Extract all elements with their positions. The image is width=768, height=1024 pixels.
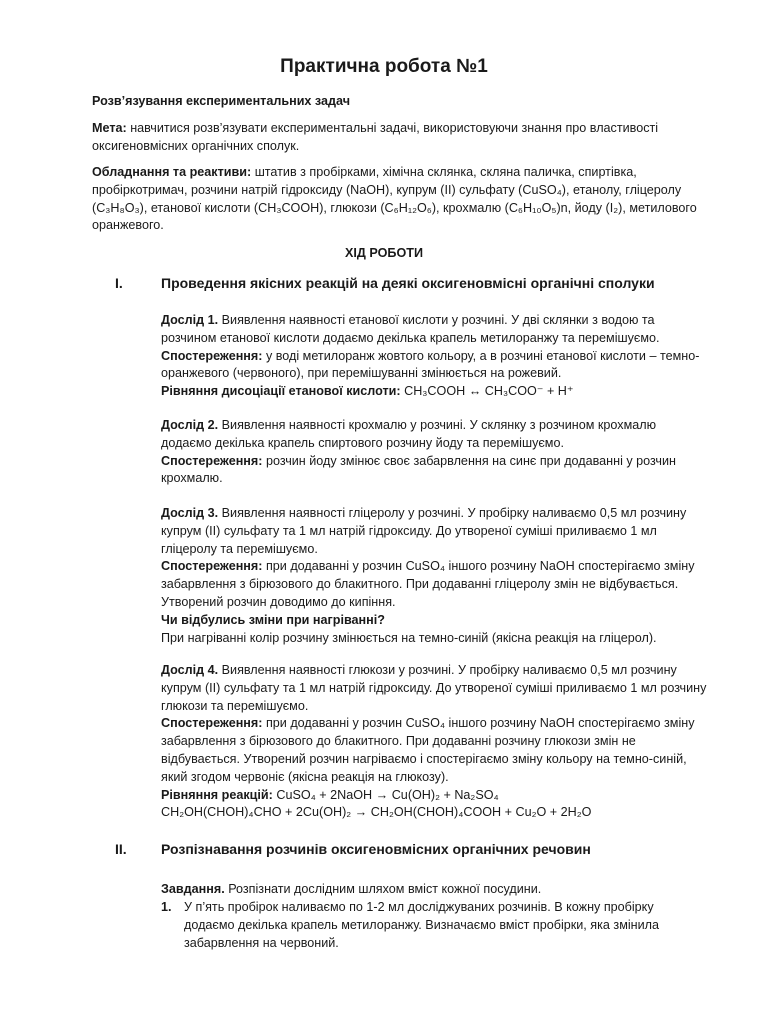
experiment-4	[161, 662, 713, 822]
experiment-3-description: Дослід 3. Виявлення наявності гліцеролу у розчині. У пробірку наливаємо 0,5 мл розчину купрум (II) сульфату та 1 мл натрій гідроксиду. До утвореної суміші приливаємо 1 мл гліцеролу та перемішуємо.	[161, 506, 687, 556]
procedure-heading: ХІД РОБОТИ	[345, 246, 423, 260]
experiment-3-answer: При нагріванні колір розчину змінюється на темно-синій (якісна реакція на гліцерол).	[161, 630, 657, 645]
task-paragraph: Завдання. Розпізнати дослідним шляхом вміст кожної посудини.	[161, 882, 542, 896]
list-item-1-text: У п’ять пробірок наливаємо по 1-2 мл досліджуваних розчинів. В кожну пробірку додаємо декілька крапель метилоранжу. Визначаємо вміст пробірки, яка змінила забарвлення на червоний.	[184, 900, 659, 950]
section-1-title: Проведення якісних реакцій на деякі оксигеновмісні органічні сполуки	[161, 275, 655, 291]
subtitle: Розв’язування експериментальних задач	[92, 94, 351, 108]
experiment-4-equation-2: CH₂OH(CHOH)₄CHO + 2Cu(OH)₂ → CH₂OH(CHOH)₄COOH + Cu₂O + 2H₂O	[161, 805, 592, 820]
equipment-text: штатив з пробірками, хімічна склянка, скляна паличка, спиртівка, пробіркотримач, розчини натрій гідроксиду (NaOH), купрум (II) сульфату (CuSO₄), етанолу, гліцеролу (C₃H₈O₃), етанової кислоти (CH₃COOH), глюкози (C₆H₁₂O₆), крохмалю (C₆H₁₀O₅)n, йоду (I₂), метилового оранжевого.	[92, 165, 697, 233]
section-1-number: I.	[115, 275, 123, 291]
task-label: Завдання.	[161, 882, 225, 896]
experiment-1-description: Дослід 1. Виявлення наявності етанової кислоти у розчині. У дві склянки з водою та розчином етанової кислоти додаємо декілька крапель метилоранжу та перемішуємо.	[161, 313, 660, 345]
experiment-2-description: Дослід 2. Виявлення наявності крохмалю у розчині. У склянку з розчином крохмалю додаємо декілька крапель спиртового розчину йоду та перемішуємо.	[161, 418, 657, 450]
section-2-title: Розпізнавання розчинів оксигеновмісних органічних речовин	[161, 841, 591, 857]
experiment-2-label: Дослід 2.	[161, 418, 219, 432]
experiment-3-label: Дослід 3.	[161, 506, 219, 520]
experiment-4-observation: Спостереження: при додаванні у розчин CuSO₄ іншого розчину NaOH спостерігаємо зміну забарвлення з бірюзового до блакитного. При додаванні розчину глюкози змін не відбувається. Утворений розчин нагріваємо і спостерігаємо зміну кольору на темно-синій, який згодом червоніє (якісна реакція на глюкозу).	[161, 716, 695, 784]
experiment-4-equation-1: Рівняння реакцій: CuSO₄ + 2NaOH → Cu(OH)₂ + Na₂SO₄	[161, 787, 499, 802]
equipment-paragraph	[92, 164, 704, 235]
equipment-label: Обладнання та реактиви:	[92, 165, 252, 179]
experiment-3	[161, 505, 713, 647]
experiment-1-equation: Рівняння дисоціації етанової кислоти: CH₃COOH ↔ CH₃COO⁻ + H⁺	[161, 384, 574, 399]
experiment-3-question: Чи відбулись зміни при нагріванні?	[161, 612, 385, 627]
goal-text: навчитися розв’язувати експериментальні задачі, використовуючи знання про властивості оксигеновмісних органічних сполук.	[92, 121, 659, 153]
section-2-number: II.	[115, 841, 127, 857]
experiment-2	[161, 417, 701, 488]
experiment-4-description: Дослід 4. Виявлення наявності глюкози у розчині. У пробірку наливаємо 0,5 мл розчину купрум (II) сульфату та 1 мл натрій гідроксиду. До утвореної суміші приливаємо 1 мл розчину глюкози та перемішуємо.	[161, 663, 707, 713]
experiment-4-label: Дослід 4.	[161, 663, 219, 677]
experiment-2-observation: Спостереження: розчин йоду змінює своє забарвлення на синє при додаванні у розчин крохмалю.	[161, 453, 676, 486]
page-title: Практична робота №1	[280, 56, 488, 77]
goal-paragraph	[92, 120, 690, 156]
experiment-1	[161, 312, 701, 401]
experiment-1-observation: Спостереження: у воді метилоранж жовтого кольору, а в розчині етанової кислоти – темно-оранжевого (червоного), при перемішуванні змінюється на рожевий.	[161, 348, 700, 381]
experiment-1-label: Дослід 1.	[161, 313, 219, 327]
experiment-3-observation: Спостереження: при додаванні у розчин CuSO₄ іншого розчину NaOH спостерігаємо зміну забарвлення з бірюзового до блакитного. При додаванні гліцеролу змін не відбувається. Утворений розчин доводимо до кипіння.	[161, 559, 695, 609]
goal-label: Мета:	[92, 121, 127, 135]
list-item-1-number: 1.	[161, 900, 172, 914]
